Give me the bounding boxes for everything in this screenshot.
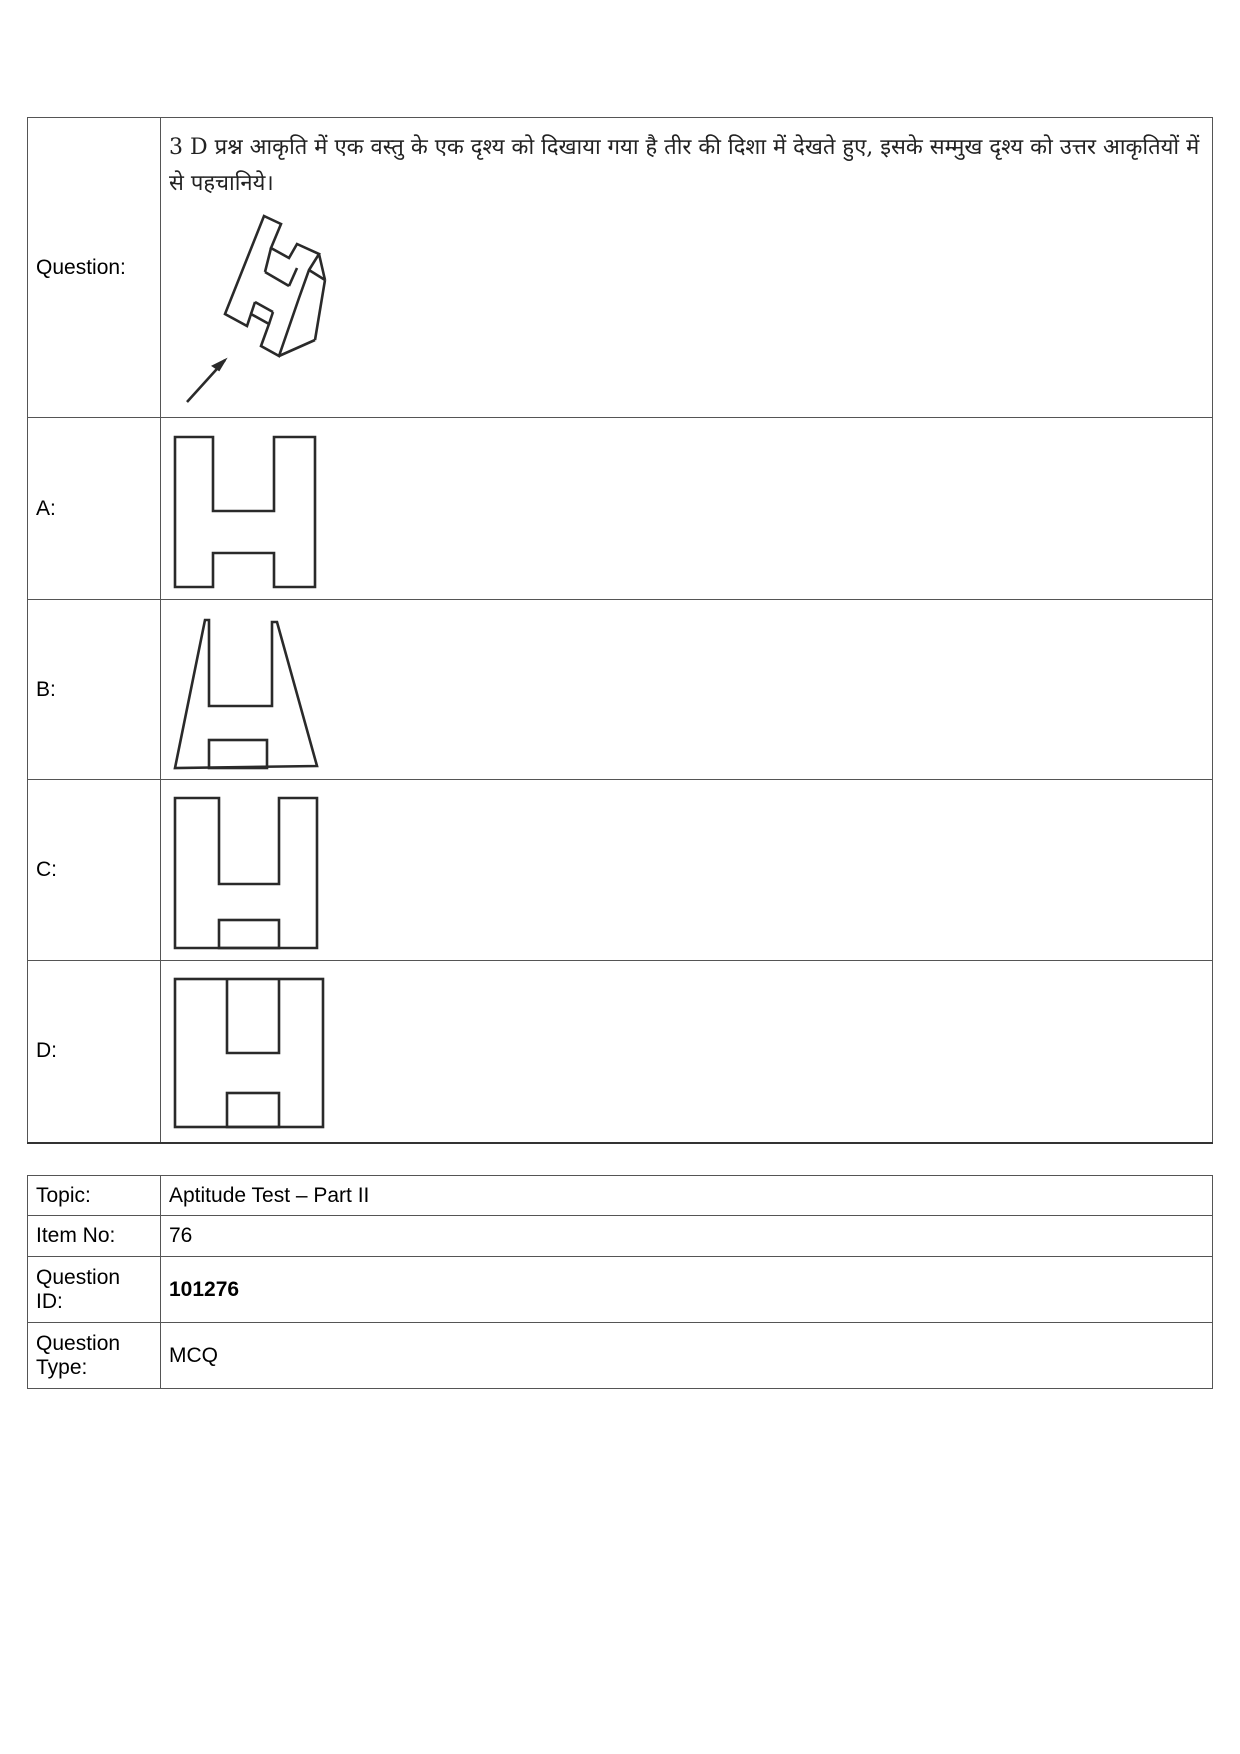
- question-id-row: [28, 1257, 1213, 1323]
- question-id-value: 101276: [161, 1257, 1213, 1323]
- h-shape-front-view-icon: [169, 429, 1204, 589]
- metadata-table: [27, 1175, 1213, 1389]
- question-id-label: Question ID:: [28, 1257, 161, 1323]
- option-row-b: [28, 600, 1213, 780]
- topic-row: [28, 1176, 1213, 1216]
- question-row: [28, 118, 1213, 418]
- option-d-cell[interactable]: [161, 961, 1213, 1143]
- question-type-value: MCQ: [161, 1323, 1213, 1389]
- option-c-label: C:: [28, 780, 161, 961]
- item-row: [28, 1216, 1213, 1257]
- h-shape-with-bottom-box-icon: [169, 790, 1204, 950]
- question-cell: [161, 118, 1213, 418]
- question-type-label: Question Type:: [28, 1323, 161, 1389]
- tapered-h-shape-icon: [169, 610, 1204, 770]
- option-row-a: [28, 418, 1213, 600]
- boxed-h-shape-icon: [169, 971, 1204, 1131]
- option-row-c: [28, 780, 1213, 961]
- option-row-d: [28, 961, 1213, 1143]
- option-a-cell[interactable]: [161, 418, 1213, 600]
- option-c-cell[interactable]: [161, 780, 1213, 961]
- topic-label: Topic:: [28, 1176, 161, 1216]
- topic-value: Aptitude Test – Part II: [161, 1176, 1213, 1216]
- question-table: [27, 117, 1213, 1144]
- isometric-h-block-with-arrow-icon: [169, 206, 1204, 416]
- option-a-label: A:: [28, 418, 161, 600]
- option-b-label: B:: [28, 600, 161, 780]
- option-d-label: D:: [28, 961, 161, 1143]
- question-label: Question:: [28, 118, 161, 418]
- item-no-value: 76: [161, 1216, 1213, 1257]
- question-type-row: [28, 1323, 1213, 1389]
- item-no-label: Item No:: [28, 1216, 161, 1257]
- option-b-cell[interactable]: [161, 600, 1213, 780]
- question-text: 3 D प्रश्न आकृति में एक वस्तु के एक दृश्य को दिखाया गया है तीर की दिशा में देखते हुए, इसके सम्मुख दृश्य को उत्तर आकृतियों में से पहचानिये।: [169, 134, 1200, 196]
